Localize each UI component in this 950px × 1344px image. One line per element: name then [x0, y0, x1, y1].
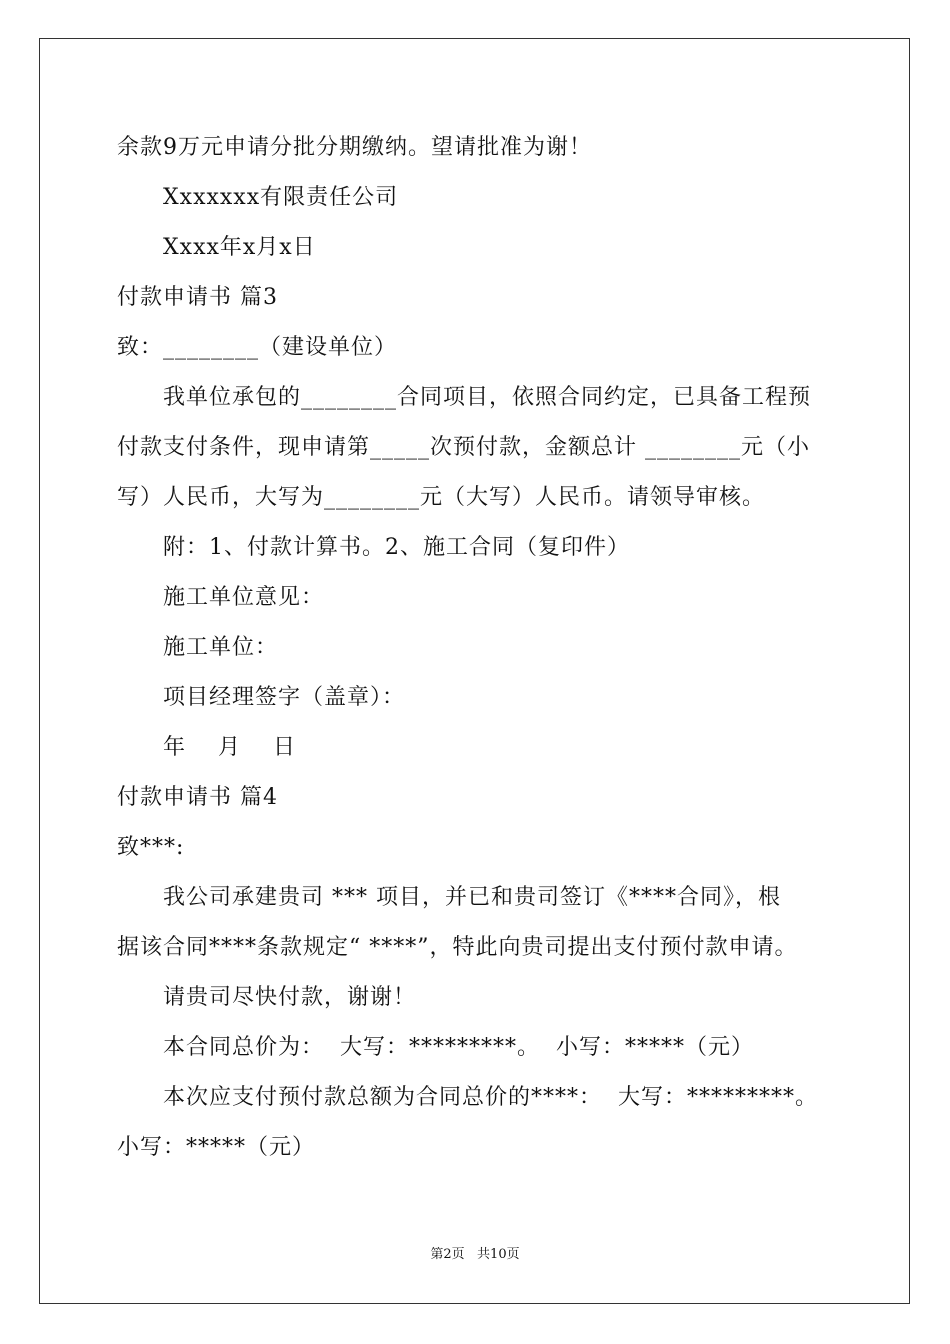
section-heading: 付款申请书 篇4 [117, 785, 278, 810]
text-line: 余款9万元申请分批分期缴纳。望请批准为谢！ [117, 135, 592, 160]
text-line: 付款支付条件，现申请第_____次预付款，金额总计 ________元（小 [117, 435, 810, 460]
recipient-line: 致***: [117, 835, 185, 860]
recipient-line: 致：________（建设单位） [117, 335, 398, 360]
text-line: 本次应支付预付款总额为合同总价的****： 大写：*********。 [163, 1085, 818, 1110]
signature-line: 项目经理签字（盖章）： [163, 685, 406, 710]
text-line: 本合同总价为： 大写：*********。 小写：*****（元） [163, 1035, 754, 1060]
text-line: 据该合同****条款规定“ ****”，特此向贵司提出支付预付款申请。 [117, 935, 798, 960]
text-line: 我单位承包的________合同项目，依照合同约定，已具备工程预 [163, 385, 812, 410]
section-heading: 付款申请书 篇3 [117, 285, 278, 310]
text-line: 施工单位意见： [163, 585, 325, 610]
company-name: Xxxxxxx有限责任公司 [163, 185, 399, 210]
text-line: 写）人民币，大写为________元（大写）人民币。请领导审核。 [117, 485, 766, 510]
text-line: 施工单位： [163, 635, 279, 660]
date-line: Xxxx年x月x日 [163, 235, 316, 260]
text-line: 我公司承建贵司 *** 项目，并已和贵司签订《****合同》，根 [163, 885, 781, 910]
date-line: 年 月 日 [163, 735, 296, 760]
attachment-line: 附：1、付款计算书。2、施工合同（复印件） [163, 535, 630, 560]
page-frame [39, 38, 910, 1304]
text-line: 小写：*****（元） [117, 1135, 316, 1160]
page-number: 第2页 共10页 [430, 1247, 520, 1262]
text-line: 请贵司尽快付款，谢谢！ [163, 985, 417, 1010]
